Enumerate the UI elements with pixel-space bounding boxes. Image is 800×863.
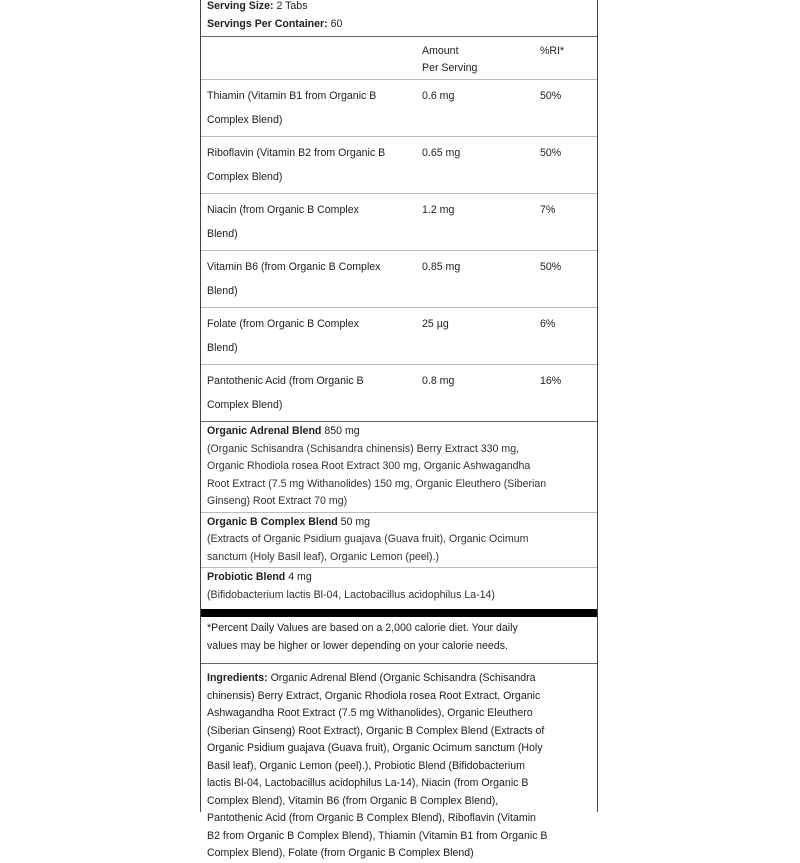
nutrient-name-line: Riboflavin (Vitamin B2 from Organic B <box>207 147 386 159</box>
nutrient-name <box>201 137 416 194</box>
blend-detail-line: (Organic Schisandra (Schisandra chinensis) Berry Extract 330 mg, <box>207 442 520 455</box>
table-row <box>201 365 597 422</box>
ingredients-line: Complex Blend), Folate (from Organic B Complex Blend) <box>207 847 474 859</box>
servings-per-container-value: 60 <box>327 17 343 30</box>
servings-per-container-label: Servings Per Container: <box>207 17 328 30</box>
nutrient-ri: 50% <box>534 137 597 194</box>
ingredients-line: Pantothenic Acid (from Organic B Complex Blend), Riboflavin (Vitamin <box>207 812 536 824</box>
ingredients-line: Complex Blend), Vitamin B6 (from Organic B Complex Blend), <box>207 794 499 807</box>
nutrient-name <box>201 194 416 251</box>
adrenal-blend-amount: 850 mg <box>321 425 360 437</box>
nutrient-name-line: Blend) <box>207 342 238 354</box>
ingredients-line: lactis Bl-04, Lactobacillus acidophilus La-14), Niacin (from Organic B <box>207 777 529 789</box>
probiotic-blend-name: Probiotic Blend <box>207 571 286 583</box>
adrenal-blend <box>207 422 593 512</box>
nutrient-amount: 0.8 mg <box>416 365 534 422</box>
ingredients <box>207 664 593 863</box>
serving-size <box>207 0 593 16</box>
header-amount-line2: Per Serving <box>422 62 478 74</box>
table-header <box>201 37 597 80</box>
nutrient-amount: 0.85 mg <box>416 251 534 308</box>
nutrient-ri: 7% <box>534 194 597 251</box>
nutrient-amount: 1.2 mg <box>416 194 534 251</box>
blend-detail-line: (Extracts of Organic Psidium guajava (Guava fruit), Organic Ocimum <box>207 533 529 545</box>
blend-detail-line: sanctum (Holy Basil leaf), Organic Lemon (peel).) <box>207 550 439 563</box>
nutrient-name-line: Pantothenic Acid (from Organic B <box>207 375 364 387</box>
serving-size-label: Serving Size: <box>207 0 274 12</box>
nutrient-name-line: Vitamin B6 (from Organic B Complex <box>207 261 381 273</box>
nutrient-ri: 50% <box>534 251 597 308</box>
header-blank <box>201 37 416 80</box>
nutrient-name-line: Blend) <box>207 285 238 297</box>
nutrient-amount: 25 µg <box>416 308 534 365</box>
thick-divider <box>201 609 597 617</box>
blend-detail-line: Ginseng) Root Extract 70 mg) <box>207 495 348 507</box>
nutrient-name-line: Folate (from Organic B Complex <box>207 318 359 330</box>
table-row <box>201 308 597 365</box>
nutrient-name-line: Blend) <box>207 228 238 240</box>
b-complex-blend <box>207 513 593 568</box>
nutrient-amount: 0.65 mg <box>416 137 534 194</box>
serving-size-value: 2 Tabs <box>273 0 308 12</box>
nutrient-ri: 6% <box>534 308 597 365</box>
ingredients-first-line: Organic Adrenal Blend (Organic Schisandra (Schisandra <box>267 672 536 684</box>
nutrient-amount: 0.6 mg <box>416 80 534 137</box>
nutrient-name <box>201 80 416 137</box>
servings-per-container <box>207 16 593 37</box>
ingredients-label: Ingredients: <box>207 672 268 684</box>
table-row <box>201 251 597 308</box>
blend-detail-line: Organic Rhodiola rosea Root Extract 300 mg, Organic Ashwagandha <box>207 460 531 472</box>
ingredients-line: Ashwagandha Root Extract (7.5 mg Withanolides), Organic Eleuthero <box>207 707 533 719</box>
nutrient-name-line: Complex Blend) <box>207 114 283 126</box>
nutrient-ri: 16% <box>534 365 597 422</box>
b-complex-blend-amount: 50 mg <box>337 515 371 528</box>
ingredients-line: chinensis) Berry Extract, Organic Rhodiola rosea Root Extract, Organic <box>207 689 541 702</box>
nutrient-name-line: Niacin (from Organic B Complex <box>207 204 359 216</box>
ingredients-line: (Siberian Ginseng) Root Extract), Organic B Complex Blend (Extracts of <box>207 724 545 737</box>
b-complex-blend-name: Organic B Complex Blend <box>207 515 338 528</box>
nutrient-name-line: Complex Blend) <box>207 171 283 183</box>
ingredients-line: Basil leaf), Organic Lemon (peel).), Probiotic Blend (Bifidobacterium <box>207 759 525 772</box>
table-row <box>201 80 597 137</box>
adrenal-blend-name: Organic Adrenal Blend <box>207 425 322 437</box>
nutrient-name-line: Thiamin (Vitamin B1 from Organic B <box>207 90 377 102</box>
table-row <box>201 194 597 251</box>
header-amount <box>416 37 534 80</box>
header-ri: %RI* <box>540 45 565 57</box>
footnote <box>207 617 593 663</box>
probiotic-blend <box>207 568 593 605</box>
ingredients-line: B2 from Organic B Complex Blend), Thiamin (Vitamin B1 from Organic B <box>207 829 548 842</box>
nutrient-name-line: Complex Blend) <box>207 399 283 411</box>
footnote-line: *Percent Daily Values are based on a 2,000 calorie diet. Your daily <box>207 622 518 634</box>
header-amount-line1: Amount <box>422 45 459 57</box>
blend-detail-line: (Bifidobacterium lactis Bl-04, Lactobacillus acidophilus La-14) <box>207 588 495 601</box>
probiotic-blend-amount: 4 mg <box>285 571 312 583</box>
nutrient-table <box>201 37 597 421</box>
blend-detail-line: Root Extract (7.5 mg Withanolides) 150 mg, Organic Eleuthero (Siberian <box>207 477 547 490</box>
nutrient-ri: 50% <box>534 80 597 137</box>
nutrient-name <box>201 308 416 365</box>
ingredients-line: Organic Psidium guajava (Guava fruit), Organic Ocimum sanctum (Holy <box>207 742 543 754</box>
supplement-facts-panel <box>200 0 598 859</box>
footnote-line: values may be higher or lower depending on your calorie needs. <box>207 639 508 652</box>
nutrient-name <box>201 365 416 422</box>
table-row <box>201 137 597 194</box>
nutrient-name <box>201 251 416 308</box>
